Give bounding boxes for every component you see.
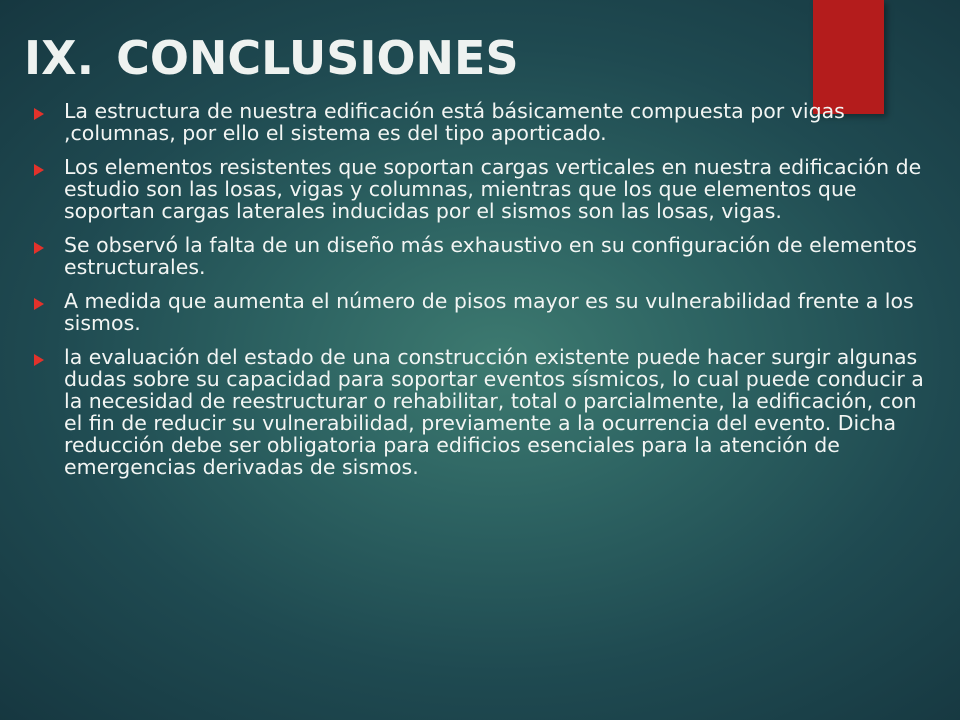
slide-title-text: CONCLUSIONES: [116, 31, 519, 85]
bullet-item: [34, 346, 924, 478]
triangle-right-icon: [34, 164, 44, 176]
bullet-item: [34, 290, 924, 334]
slide-title-number: IX.: [24, 31, 95, 85]
triangle-right-icon: [34, 108, 44, 120]
triangle-right-icon: [34, 298, 44, 310]
bullet-item: [34, 234, 924, 278]
bullet-text: Se observó la falta de un diseño más exhaustivo en su configuración de elementos estructurales.: [64, 233, 917, 279]
slide-title: [24, 28, 519, 88]
bullet-text: A medida que aumenta el número de pisos mayor es su vulnerabilidad frente a los sismos.: [64, 289, 914, 335]
red-accent-bar: [813, 0, 884, 114]
conclusions-list: [34, 100, 924, 490]
bullet-item: [34, 100, 924, 144]
triangle-right-icon: [34, 354, 44, 366]
triangle-right-icon: [34, 242, 44, 254]
bullet-item: [34, 156, 924, 222]
bullet-text: La estructura de nuestra edificación está básicamente compuesta por vigas ,columnas, por ello el sistema es del tipo aporticado.: [64, 99, 845, 145]
bullet-text: la evaluación del estado de una construcción existente puede hacer surgir algunas dudas sobre su capacidad para soportar eventos sísmicos, lo cual puede conducir a la necesidad de reestructurar o rehabilitar, total o parcialmente, la edificación, con el fin de reducir su vulnerabilidad, previamente a la ocurrencia del evento. Dicha reducción debe ser obligatoria para edificios esenciales para la atención de emergencias derivadas de sismos.: [64, 345, 924, 479]
bullet-text: Los elementos resistentes que soportan cargas verticales en nuestra edificación de estudio son las losas, vigas y columnas, mientras que los que elementos que soportan cargas laterales inducidas por el sismos son las losas, vigas.: [64, 155, 922, 223]
